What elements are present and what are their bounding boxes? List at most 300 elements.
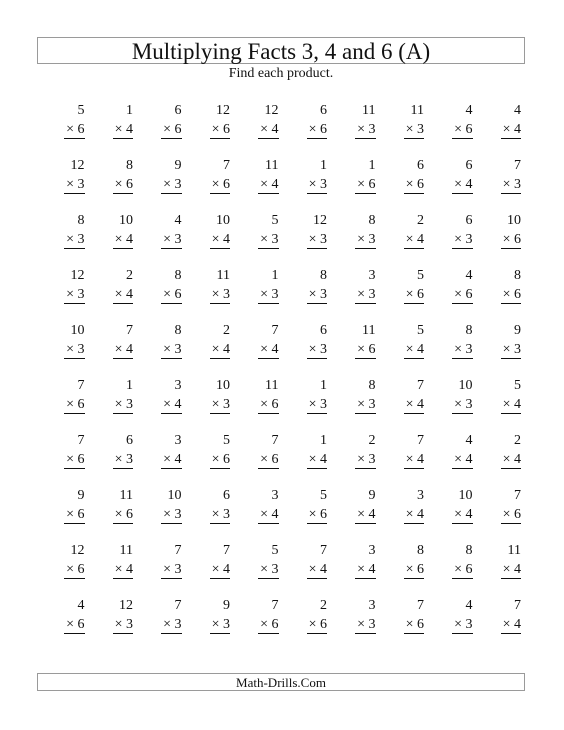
multiplication-problem — [94, 431, 143, 486]
multiplier: × 3 — [163, 617, 182, 632]
multiplication-problem — [482, 101, 531, 156]
multiplicand: 7 — [271, 323, 279, 338]
multiplication-problem — [336, 321, 385, 376]
multiplier: × 4 — [163, 452, 182, 467]
multiplicand: 10 — [216, 213, 230, 228]
multiplication-problem — [94, 486, 143, 541]
multiplicand: 3 — [417, 488, 424, 503]
multiplier: × 3 — [66, 287, 85, 302]
multiplier: × 3 — [163, 342, 182, 357]
multiplier: × 3 — [357, 287, 376, 302]
multiplier: × 4 — [357, 507, 376, 522]
problem-row — [45, 541, 530, 596]
multiplication-problem — [191, 541, 240, 596]
multiplicand: 2 — [514, 433, 521, 448]
multiplication-problem — [142, 211, 191, 266]
multiplicand: 5 — [223, 433, 230, 448]
multiplicand: 3 — [368, 598, 376, 613]
multiplication-problem — [191, 596, 240, 651]
multiplication-problem — [336, 211, 385, 266]
multiplicand: 11 — [507, 543, 521, 558]
multiplication-problem — [288, 541, 337, 596]
multiplier: × 6 — [454, 287, 473, 302]
multiplier: × 4 — [454, 177, 473, 192]
multiplicand: 3 — [174, 378, 182, 393]
problem-row — [45, 486, 530, 541]
multiplication-problem — [45, 266, 94, 321]
problem-row — [45, 431, 530, 486]
multiplier: × 6 — [211, 122, 230, 137]
multiplier: × 4 — [114, 287, 133, 302]
multiplicand: 2 — [320, 598, 327, 613]
multiplier: × 3 — [308, 177, 327, 192]
multiplicand: 11 — [410, 103, 424, 118]
multiplier: × 3 — [308, 232, 327, 247]
multiplication-problem — [191, 431, 240, 486]
multiplicand: 6 — [417, 158, 424, 173]
multiplier: × 3 — [357, 232, 376, 247]
multiplicand: 1 — [126, 378, 133, 393]
multiplicand: 6 — [465, 213, 473, 228]
multiplicand: 8 — [77, 213, 85, 228]
multiplication-problem — [288, 486, 337, 541]
multiplicand: 11 — [119, 543, 133, 558]
multiplication-problem — [433, 596, 482, 651]
multiplier: × 4 — [260, 177, 279, 192]
multiplicand: 2 — [223, 323, 230, 338]
multiplicand: 7 — [77, 433, 85, 448]
multiplier: × 3 — [163, 177, 182, 192]
multiplication-problem — [385, 541, 434, 596]
multiplicand: 3 — [368, 543, 376, 558]
multiplier: × 3 — [163, 562, 182, 577]
multiplier: × 6 — [405, 562, 424, 577]
multiplier: × 6 — [260, 617, 279, 632]
multiplicand: 7 — [514, 488, 521, 503]
multiplicand: 7 — [417, 598, 424, 613]
multiplication-problem — [142, 431, 191, 486]
multiplicand: 4 — [465, 598, 473, 613]
multiplicand: 8 — [320, 268, 327, 283]
multiplier: × 6 — [163, 287, 182, 302]
multiplication-problem — [239, 101, 288, 156]
multiplier: × 3 — [260, 287, 279, 302]
multiplicand: 2 — [417, 213, 424, 228]
multiplication-problem — [385, 321, 434, 376]
multiplier: × 3 — [211, 397, 230, 412]
multiplication-problem — [482, 431, 531, 486]
multiplication-problem — [45, 486, 94, 541]
multiplicand: 11 — [362, 323, 376, 338]
problem-row — [45, 211, 530, 266]
multiplication-problem — [482, 596, 531, 651]
multiplication-problem — [336, 266, 385, 321]
multiplication-problem — [94, 211, 143, 266]
multiplicand: 9 — [77, 488, 85, 503]
multiplier: × 4 — [502, 617, 521, 632]
multiplicand: 2 — [126, 268, 133, 283]
multiplier: × 6 — [66, 122, 85, 137]
multiplier: × 3 — [163, 507, 182, 522]
multiplier: × 6 — [308, 507, 327, 522]
multiplicand: 8 — [174, 323, 182, 338]
multiplier: × 3 — [211, 617, 230, 632]
multiplicand: 11 — [216, 268, 230, 283]
multiplier: × 6 — [211, 452, 230, 467]
multiplicand: 12 — [70, 268, 85, 283]
multiplier: × 4 — [454, 507, 473, 522]
multiplication-problem — [191, 321, 240, 376]
multiplicand: 7 — [174, 543, 182, 558]
multiplier: × 6 — [308, 122, 327, 137]
multiplier: × 6 — [357, 177, 376, 192]
multiplication-problem — [191, 376, 240, 431]
multiplier: × 6 — [66, 617, 85, 632]
multiplication-problem — [191, 101, 240, 156]
multiplication-problem — [142, 541, 191, 596]
multiplier: × 3 — [357, 122, 376, 137]
multiplier: × 6 — [405, 177, 424, 192]
multiplicand: 4 — [465, 268, 473, 283]
multiplication-problem — [336, 431, 385, 486]
problem-row — [45, 321, 530, 376]
multiplication-problem — [142, 321, 191, 376]
multiplier: × 4 — [405, 342, 424, 357]
multiplier: × 4 — [405, 452, 424, 467]
multiplication-problem — [482, 541, 531, 596]
multiplication-problem — [239, 541, 288, 596]
multiplication-problem — [239, 321, 288, 376]
multiplication-problem — [45, 541, 94, 596]
multiplication-problem — [433, 376, 482, 431]
multiplier: × 3 — [308, 342, 327, 357]
multiplicand: 12 — [313, 213, 327, 228]
multiplicand: 10 — [119, 213, 133, 228]
multiplier: × 3 — [211, 287, 230, 302]
multiplication-problem — [239, 266, 288, 321]
multiplier: × 3 — [357, 452, 376, 467]
multiplicand: 11 — [362, 103, 376, 118]
multiplicand: 11 — [265, 158, 279, 173]
multiplicand: 8 — [126, 158, 133, 173]
multiplier: × 3 — [454, 342, 473, 357]
footer-credit: Math-Drills.Com — [37, 673, 525, 691]
multiplier: × 4 — [502, 562, 521, 577]
multiplicand: 7 — [514, 598, 521, 613]
multiplicand: 8 — [417, 543, 424, 558]
multiplication-problem — [433, 541, 482, 596]
problem-row — [45, 156, 530, 211]
multiplicand: 9 — [514, 323, 521, 338]
worksheet-title: Multiplying Facts 3, 4 and 6 (A) — [37, 37, 525, 64]
multiplicand: 10 — [70, 323, 85, 338]
multiplicand: 6 — [174, 103, 182, 118]
multiplicand: 7 — [514, 158, 521, 173]
multiplication-problem — [385, 376, 434, 431]
multiplier: × 3 — [211, 507, 230, 522]
multiplier: × 3 — [308, 397, 327, 412]
multiplicand: 5 — [514, 378, 521, 393]
multiplier: × 3 — [66, 177, 85, 192]
multiplication-problem — [239, 156, 288, 211]
multiplication-problem — [142, 156, 191, 211]
multiplier: × 6 — [66, 562, 85, 577]
multiplicand: 3 — [271, 488, 279, 503]
multiplication-problem — [433, 156, 482, 211]
problem-grid — [45, 101, 530, 651]
multiplicand: 12 — [70, 158, 85, 173]
multiplication-problem — [288, 596, 337, 651]
multiplier: × 3 — [357, 617, 376, 632]
multiplication-problem — [385, 486, 434, 541]
multiplication-problem — [385, 266, 434, 321]
multiplication-problem — [482, 266, 531, 321]
multiplicand: 6 — [126, 433, 133, 448]
multiplier: × 4 — [454, 452, 473, 467]
multiplication-problem — [94, 321, 143, 376]
multiplier: × 4 — [502, 397, 521, 412]
multiplication-problem — [288, 266, 337, 321]
multiplicand: 8 — [514, 268, 521, 283]
multiplier: × 4 — [357, 562, 376, 577]
multiplier: × 4 — [502, 452, 521, 467]
multiplication-problem — [45, 376, 94, 431]
multiplicand: 10 — [167, 488, 182, 503]
multiplication-problem — [94, 596, 143, 651]
multiplication-problem — [191, 486, 240, 541]
multiplier: × 4 — [114, 562, 133, 577]
multiplication-problem — [45, 431, 94, 486]
multiplier: × 6 — [405, 287, 424, 302]
multiplication-problem — [336, 156, 385, 211]
multiplication-problem — [142, 266, 191, 321]
multiplier: × 3 — [454, 617, 473, 632]
multiplier: × 6 — [66, 397, 85, 412]
multiplier: × 3 — [163, 232, 182, 247]
multiplication-problem — [482, 486, 531, 541]
multiplicand: 3 — [174, 433, 182, 448]
multiplier: × 3 — [114, 452, 133, 467]
multiplicand: 7 — [320, 543, 327, 558]
multiplicand: 5 — [271, 543, 279, 558]
multiplication-problem — [94, 541, 143, 596]
multiplication-problem — [433, 321, 482, 376]
multiplier: × 3 — [66, 232, 85, 247]
multiplier: × 4 — [405, 397, 424, 412]
multiplication-problem — [142, 101, 191, 156]
multiplicand: 11 — [119, 488, 133, 503]
multiplier: × 6 — [454, 122, 473, 137]
multiplicand: 9 — [223, 598, 230, 613]
multiplication-problem — [385, 101, 434, 156]
multiplication-problem — [288, 211, 337, 266]
multiplier: × 4 — [260, 342, 279, 357]
multiplier: × 4 — [502, 122, 521, 137]
multiplication-problem — [482, 156, 531, 211]
multiplier: × 3 — [66, 342, 85, 357]
multiplier: × 6 — [114, 507, 133, 522]
multiplicand: 5 — [271, 213, 279, 228]
multiplier: × 4 — [114, 122, 133, 137]
multiplicand: 4 — [77, 598, 85, 613]
multiplicand: 5 — [417, 268, 424, 283]
multiplication-problem — [239, 376, 288, 431]
multiplication-problem — [94, 266, 143, 321]
multiplication-problem — [385, 431, 434, 486]
multiplier: × 6 — [454, 562, 473, 577]
multiplicand: 9 — [174, 158, 182, 173]
multiplier: × 6 — [502, 287, 521, 302]
multiplier: × 4 — [405, 232, 424, 247]
multiplication-problem — [288, 156, 337, 211]
multiplier: × 6 — [114, 177, 133, 192]
multiplicand: 12 — [264, 103, 279, 118]
multiplier: × 3 — [308, 287, 327, 302]
multiplication-problem — [94, 101, 143, 156]
multiplier: × 4 — [114, 232, 133, 247]
multiplication-problem — [385, 211, 434, 266]
multiplier: × 6 — [502, 507, 521, 522]
multiplicand: 7 — [223, 543, 230, 558]
multiplier: × 4 — [163, 397, 182, 412]
multiplicand: 8 — [368, 378, 376, 393]
multiplicand: 1 — [320, 158, 327, 173]
multiplicand: 11 — [265, 378, 279, 393]
multiplicand: 3 — [368, 268, 376, 283]
multiplication-problem — [45, 596, 94, 651]
multiplier: × 6 — [357, 342, 376, 357]
multiplicand: 6 — [320, 323, 327, 338]
multiplier: × 6 — [308, 617, 327, 632]
multiplication-problem — [142, 486, 191, 541]
multiplicand: 8 — [368, 213, 376, 228]
multiplicand: 4 — [514, 103, 521, 118]
problem-row — [45, 596, 530, 651]
multiplicand: 4 — [174, 213, 182, 228]
multiplication-problem — [433, 211, 482, 266]
multiplier: × 3 — [357, 397, 376, 412]
multiplier: × 6 — [163, 122, 182, 137]
multiplicand: 10 — [458, 488, 473, 503]
multiplicand: 9 — [368, 488, 376, 503]
multiplicand: 7 — [223, 158, 230, 173]
multiplier: × 4 — [308, 562, 327, 577]
multiplication-problem — [94, 376, 143, 431]
multiplier: × 3 — [454, 397, 473, 412]
multiplicand: 1 — [320, 433, 327, 448]
multiplication-problem — [336, 486, 385, 541]
multiplicand: 1 — [126, 103, 133, 118]
multiplier: × 6 — [66, 507, 85, 522]
multiplier: × 3 — [502, 342, 521, 357]
multiplication-problem — [385, 156, 434, 211]
multiplier: × 6 — [405, 617, 424, 632]
multiplicand: 7 — [271, 433, 279, 448]
multiplier: × 6 — [211, 177, 230, 192]
problem-row — [45, 376, 530, 431]
multiplicand: 5 — [77, 103, 85, 118]
multiplier: × 6 — [260, 397, 279, 412]
multiplication-problem — [433, 266, 482, 321]
multiplication-problem — [336, 376, 385, 431]
multiplication-problem — [482, 376, 531, 431]
multiplication-problem — [336, 596, 385, 651]
multiplier: × 3 — [260, 562, 279, 577]
multiplication-problem — [239, 486, 288, 541]
multiplication-problem — [433, 101, 482, 156]
multiplication-problem — [433, 431, 482, 486]
multiplier: × 4 — [114, 342, 133, 357]
multiplication-problem — [45, 156, 94, 211]
multiplicand: 6 — [320, 103, 327, 118]
problem-row — [45, 101, 530, 156]
multiplicand: 1 — [320, 378, 327, 393]
multiplicand: 10 — [216, 378, 230, 393]
multiplier: × 3 — [454, 232, 473, 247]
multiplication-problem — [142, 376, 191, 431]
multiplication-problem — [482, 321, 531, 376]
multiplier: × 4 — [260, 122, 279, 137]
multiplication-problem — [482, 211, 531, 266]
multiplication-problem — [239, 211, 288, 266]
multiplicand: 6 — [223, 488, 230, 503]
multiplicand: 7 — [271, 598, 279, 613]
multiplicand: 8 — [465, 323, 473, 338]
multiplication-problem — [288, 101, 337, 156]
multiplier: × 3 — [502, 177, 521, 192]
multiplication-problem — [191, 266, 240, 321]
multiplicand: 8 — [465, 543, 473, 558]
multiplier: × 3 — [260, 232, 279, 247]
multiplicand: 2 — [368, 433, 376, 448]
multiplicand: 12 — [119, 598, 133, 613]
multiplication-problem — [239, 431, 288, 486]
multiplication-problem — [336, 101, 385, 156]
multiplicand: 4 — [465, 433, 473, 448]
multiplicand: 7 — [417, 378, 424, 393]
multiplicand: 1 — [271, 268, 279, 283]
multiplier: × 6 — [66, 452, 85, 467]
multiplication-problem — [45, 211, 94, 266]
problem-row — [45, 266, 530, 321]
multiplication-problem — [45, 321, 94, 376]
multiplication-problem — [191, 211, 240, 266]
multiplicand: 7 — [174, 598, 182, 613]
multiplicand: 5 — [417, 323, 424, 338]
multiplier: × 3 — [114, 397, 133, 412]
multiplicand: 10 — [458, 378, 473, 393]
multiplicand: 10 — [507, 213, 521, 228]
instruction-text: Find each product. — [228, 66, 334, 81]
multiplier: × 4 — [211, 342, 230, 357]
multiplication-problem — [94, 156, 143, 211]
multiplicand: 12 — [216, 103, 230, 118]
multiplier: × 4 — [211, 562, 230, 577]
multiplication-problem — [288, 376, 337, 431]
multiplicand: 7 — [126, 323, 133, 338]
multiplicand: 7 — [417, 433, 424, 448]
multiplier: × 3 — [405, 122, 424, 137]
multiplicand: 12 — [70, 543, 85, 558]
multiplication-problem — [142, 596, 191, 651]
multiplier: × 4 — [211, 232, 230, 247]
multiplicand: 5 — [320, 488, 327, 503]
multiplication-problem — [288, 321, 337, 376]
multiplier: × 4 — [308, 452, 327, 467]
multiplication-problem — [385, 596, 434, 651]
multiplicand: 8 — [174, 268, 182, 283]
multiplication-problem — [45, 101, 94, 156]
